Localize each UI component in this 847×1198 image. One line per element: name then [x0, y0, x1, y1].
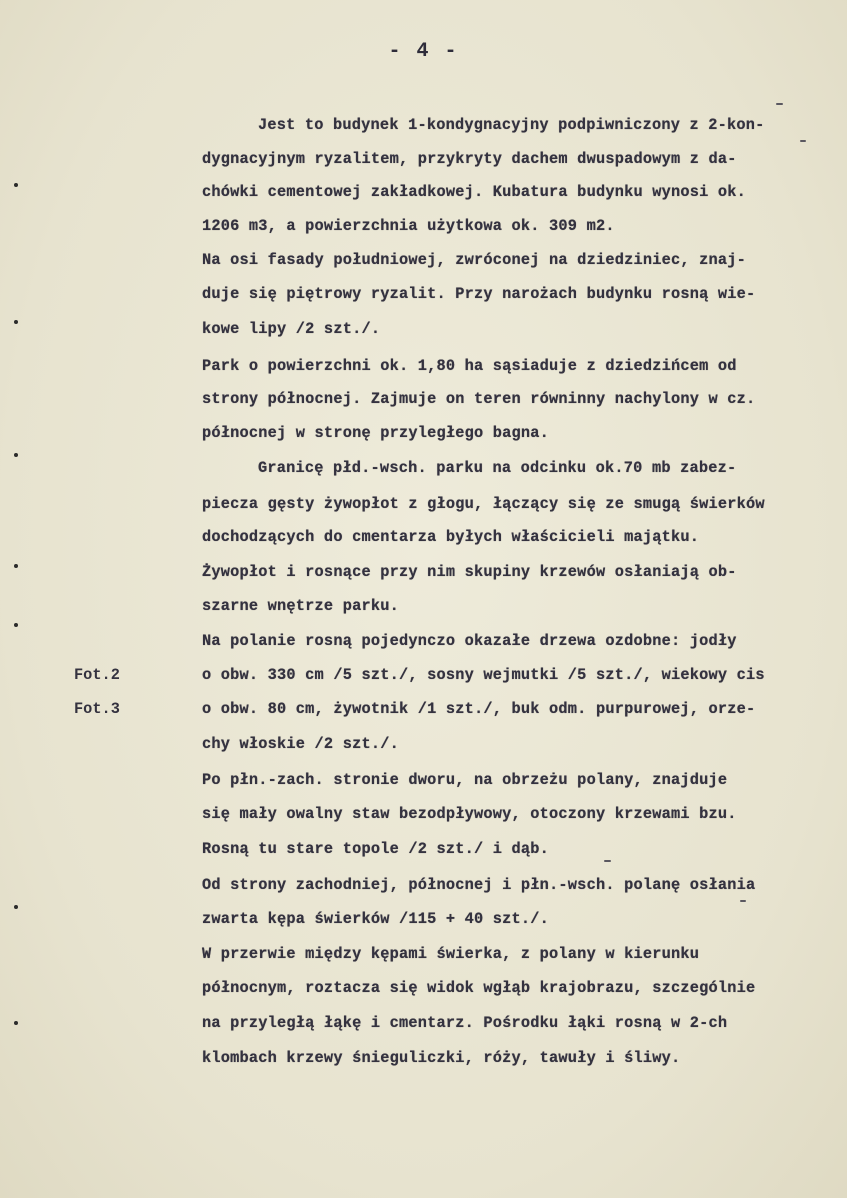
text-line: Na osi fasady południowej, zwróconej na dziedziniec, znaj-: [202, 251, 747, 269]
text-line: Park o powierzchni ok. 1,80 ha sąsiaduje z dziedzińcem od: [202, 357, 737, 375]
text-line: chy włoskie /2 szt./.: [202, 735, 399, 753]
margin-note-photo-3: Fot.3: [74, 700, 120, 718]
text-line: północnej w stronę przyległego bagna.: [202, 424, 550, 442]
binding-hole-mark: [14, 1021, 18, 1025]
margin-note-photo-2: Fot.2: [74, 666, 120, 684]
text-line: kowe lipy /2 szt./.: [202, 320, 381, 338]
text-line: na przyległą łąkę i cmentarz. Pośrodku łąki rosną w 2-ch: [202, 1014, 728, 1032]
text-line: piecza gęsty żywopłot z głogu, łączący się ze smugą świerków: [202, 495, 765, 513]
binding-hole-mark: [14, 905, 18, 909]
binding-hole-mark: [14, 453, 18, 457]
text-line: Żywopłot i rosnące przy nim skupiny krzewów osłaniają ob-: [202, 563, 737, 581]
text-line: W przerwie między kępami świerka, z polany w kierunku: [202, 945, 700, 963]
text-line: szarne wnętrze parku.: [202, 597, 399, 615]
binding-hole-mark: [14, 183, 18, 187]
text-line: się mały owalny staw bezodpływowy, otoczony krzewami bzu.: [202, 805, 737, 823]
ink-mark: [800, 140, 806, 142]
page-number: - 4 -: [388, 40, 459, 63]
binding-hole-mark: [14, 623, 18, 627]
text-line: Jest to budynek 1-kondygnacyjny podpiwniczony z 2-kon-: [258, 116, 765, 134]
text-line: o obw. 330 cm /5 szt./, sosny wejmutki /5 szt./, wiekowy cis: [202, 666, 765, 684]
text-line: Rosną tu stare topole /2 szt./ i dąb.: [202, 840, 550, 858]
text-line: 1206 m3, a powierzchnia użytkowa ok. 309 m2.: [202, 217, 615, 235]
text-line: dochodzących do cmentarza byłych właścicieli majątku.: [202, 528, 700, 546]
ink-mark: [776, 103, 783, 105]
text-line: Od strony zachodniej, północnej i płn.-wsch. polanę osłania: [202, 876, 756, 894]
ink-mark: [604, 860, 611, 862]
text-line: zwarta kępa świerków /115 + 40 szt./.: [202, 910, 550, 928]
text-line: Granicę płd.-wsch. parku na odcinku ok.70 mb zabez-: [258, 459, 737, 477]
text-line: chówki cementowej zakładkowej. Kubatura budynku wynosi ok.: [202, 183, 747, 201]
binding-hole-mark: [14, 320, 18, 324]
text-line: Na polanie rosną pojedynczo okazałe drzewa ozdobne: jodły: [202, 632, 737, 650]
text-line: północnym, roztacza się widok wgłąb krajobrazu, szczególnie: [202, 979, 756, 997]
binding-hole-mark: [14, 564, 18, 568]
text-line: klombach krzewy śnieguliczki, róży, tawuły i śliwy.: [202, 1049, 681, 1067]
text-line: dygnacyjnym ryzalitem, przykryty dachem dwuspadowym z da-: [202, 150, 737, 168]
text-line: Po płn.-zach. stronie dworu, na obrzeżu polany, znajduje: [202, 771, 728, 789]
text-line: o obw. 80 cm, żywotnik /1 szt./, buk odm. purpurowej, orze-: [202, 700, 756, 718]
ink-mark: [740, 900, 746, 902]
text-line: strony północnej. Zajmuje on teren równinny nachylony w cz.: [202, 390, 756, 408]
text-line: duje się piętrowy ryzalit. Przy narożach budynku rosną wie-: [202, 285, 756, 303]
